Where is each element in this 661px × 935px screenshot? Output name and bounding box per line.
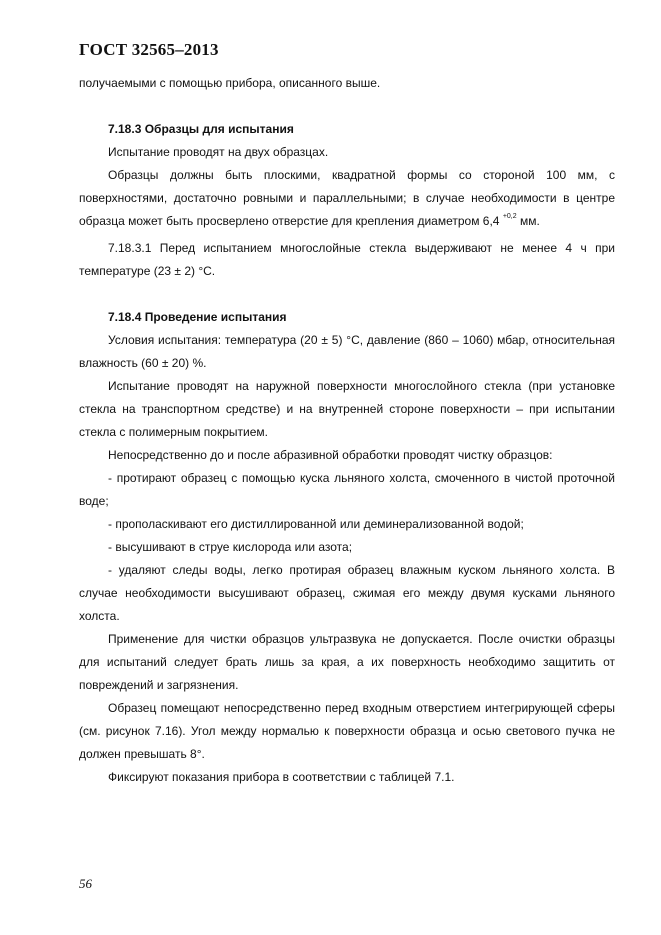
section-heading-7-18-3: 7.18.3 Образцы для испытания	[108, 122, 294, 136]
paragraph-7-18-4-h: Применение для чистки образцов ультразвука не допускается. После очистки образцы для испытаний следует брать лишь за края, а их поверхность необходимо защитить от повреждений и загрязнения.	[79, 632, 615, 692]
section-heading-7-18-4: 7.18.4 Проведение испытания	[108, 310, 287, 324]
paragraph-intro: получаемыми с помощью прибора, описанного выше.	[79, 76, 381, 90]
paragraph-7-18-4-j: Фиксируют показания прибора в соответствии с таблицей 7.1.	[108, 770, 455, 784]
tolerance-superscript: +0,2	[502, 213, 517, 220]
paragraph-7-18-4-b: Испытание проводят на наружной поверхности многослойного стекла (при установке стекла на транспортном средстве) и на внутренней стороне поверхности – при испытании стекла с полимерным покрытием.	[79, 379, 615, 439]
list-item-rinse-distilled: - прополаскивают его дистиллированной или деминерализованной водой;	[108, 517, 524, 531]
list-item-remove-water: - удаляют следы воды, легко протирая образец влажным куском льняного холста. В случае необходимости высушивают образец, сжимая его между двумя кусками льняного холста.	[79, 563, 615, 623]
list-item-rinse-water: - протирают образец с помощью куска льняного холста, смоченного в чистой проточной воде;	[79, 471, 615, 508]
paragraph-7-18-4-a: Условия испытания: температура (20 ± 5) °C, давление (860 – 1060) мбар, относительная влажность (60 ± 20) %.	[79, 333, 615, 370]
page-number: 56	[79, 876, 92, 891]
paragraph-7-18-3-b-text: Образцы должны быть плоскими, квадратной формы со стороной 100 мм, с поверхностями, достаточно ровными и параллельными; в случае необходимости в центре образца может быть просверлено отверстие для крепления диаметром 6,4	[79, 168, 615, 228]
paragraph-7-18-3-b-unit: мм.	[516, 214, 540, 228]
paragraph-7-18-3-a: Испытание проводят на двух образцах.	[108, 145, 329, 159]
paragraph-7-18-3-1: 7.18.3.1 Перед испытанием многослойные стекла выдерживают не менее 4 ч при температуре (23 ± 2) °C.	[79, 241, 615, 278]
document-header: ГОСТ 32565–2013	[79, 40, 219, 59]
paragraph-7-18-3-b	[79, 164, 615, 233]
document-body	[79, 72, 615, 789]
paragraph-7-18-4-c: Непосредственно до и после абразивной обработки проводят чистку образцов:	[108, 448, 553, 462]
paragraph-7-18-4-i: Образец помещают непосредственно перед входным отверстием интегрирующей сферы (см. рисунок 7.16). Угол между нормалью к поверхности образца и осью светового пучка не должен превышать 8°.	[79, 701, 615, 761]
list-item-dry: - высушивают в струе кислорода или азота;	[108, 540, 353, 554]
